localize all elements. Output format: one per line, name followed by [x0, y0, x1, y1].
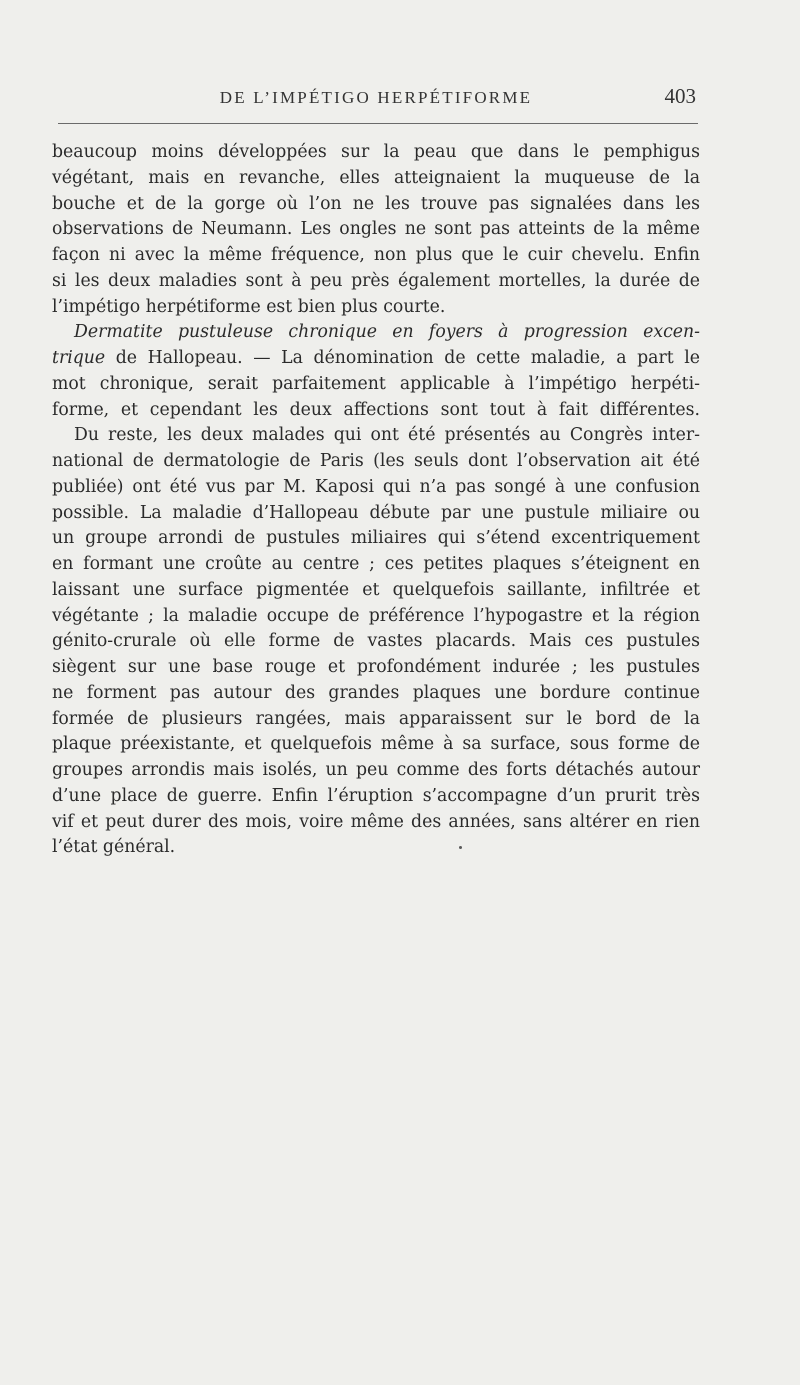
text-line: Du reste, les deux malades qui ont été présentés au Congrès inter- — [74, 425, 700, 446]
ink-speck — [459, 846, 462, 849]
text-line: formée de plusieurs rangées, mais apparaissent sur le bord de la — [52, 708, 700, 729]
text-line: beaucoup moins développées sur la peau que dans le pemphigus — [52, 142, 700, 162]
header-rule — [58, 123, 698, 124]
text-line: siègent sur une base rouge et profondément indurée ; les pustules — [52, 657, 700, 677]
text-line: l’impétigo herpétiforme est bien plus courte. — [52, 296, 446, 317]
page-number: 403 — [664, 84, 696, 108]
text-line: végétante ; la maladie occupe de préférence l’hypogastre et la région — [52, 605, 700, 626]
text-run: de Hallopeau. — La dénomination de cette maladie, a part le — [105, 348, 700, 368]
text-line: façon ni avec la même fréquence, non plus que le cuir chevelu. Enfin — [52, 245, 700, 265]
italic-word: trique — [52, 348, 106, 368]
text-line: mot chronique, serait parfaitement applicable à l’impétigo herpéti- — [52, 373, 700, 394]
text-line: d’une place de guerre. Enfin l’éruption s’accompagne d’un prurit très — [52, 785, 700, 806]
text-line: forme, et cependant les deux affections sont tout à fait différentes. — [52, 399, 700, 420]
text-line: publiée) ont été vus par M. Kaposi qui n’a pas songé à une confusion — [52, 476, 700, 497]
text-line: l’état général. — [52, 837, 176, 858]
text-line: groupes arrondis mais isolés, un peu comme des forts détachés autour — [52, 760, 700, 780]
text-line — [52, 346, 700, 372]
text-line: laissant une surface pigmentée et quelquefois saillante, infiltrée et — [52, 579, 700, 600]
text-line: un groupe arrondi de pustules miliaires qui s’étend excentriquement — [52, 528, 700, 549]
running-title: DE L’IMPÉTIGO HERPÉTIFORME — [219, 88, 533, 107]
text-line: observations de Neumann. Les ongles ne sont pas atteints de la même — [52, 219, 700, 240]
text-line: bouche et de la gorge où l’on ne les trouve pas signalées dans les — [52, 193, 700, 214]
text-line: plaque préexistante, et quelquefois même à sa surface, sous forme de — [52, 734, 700, 755]
text-line: vif et peut durer des mois, voire même des années, sans altérer en rien — [52, 811, 700, 832]
text-line: ne forment pas autour des grandes plaques une bordure continue — [52, 682, 700, 703]
text-line: possible. La maladie d’Hallopeau débute par une pustule miliaire ou — [52, 502, 700, 523]
text-line: génito-crurale où elle forme de vastes placards. Mais ces pustules — [52, 631, 700, 652]
running-head — [52, 84, 700, 118]
text-line: végétant, mais en revanche, elles atteignaient la muqueuse de la — [52, 167, 700, 188]
text-line: si les deux maladies sont à peu près également mortelles, la durée de — [52, 270, 700, 291]
text-line: national de dermatologie de Paris (les seuls dont l’observation ait été — [52, 451, 700, 471]
body-text — [52, 140, 700, 861]
text-line: en formant une croûte au centre ; ces petites plaques s’éteignent en — [52, 554, 700, 574]
text-line-italic: Dermatite pustuleuse chronique en foyers à progression excen- — [74, 322, 700, 343]
